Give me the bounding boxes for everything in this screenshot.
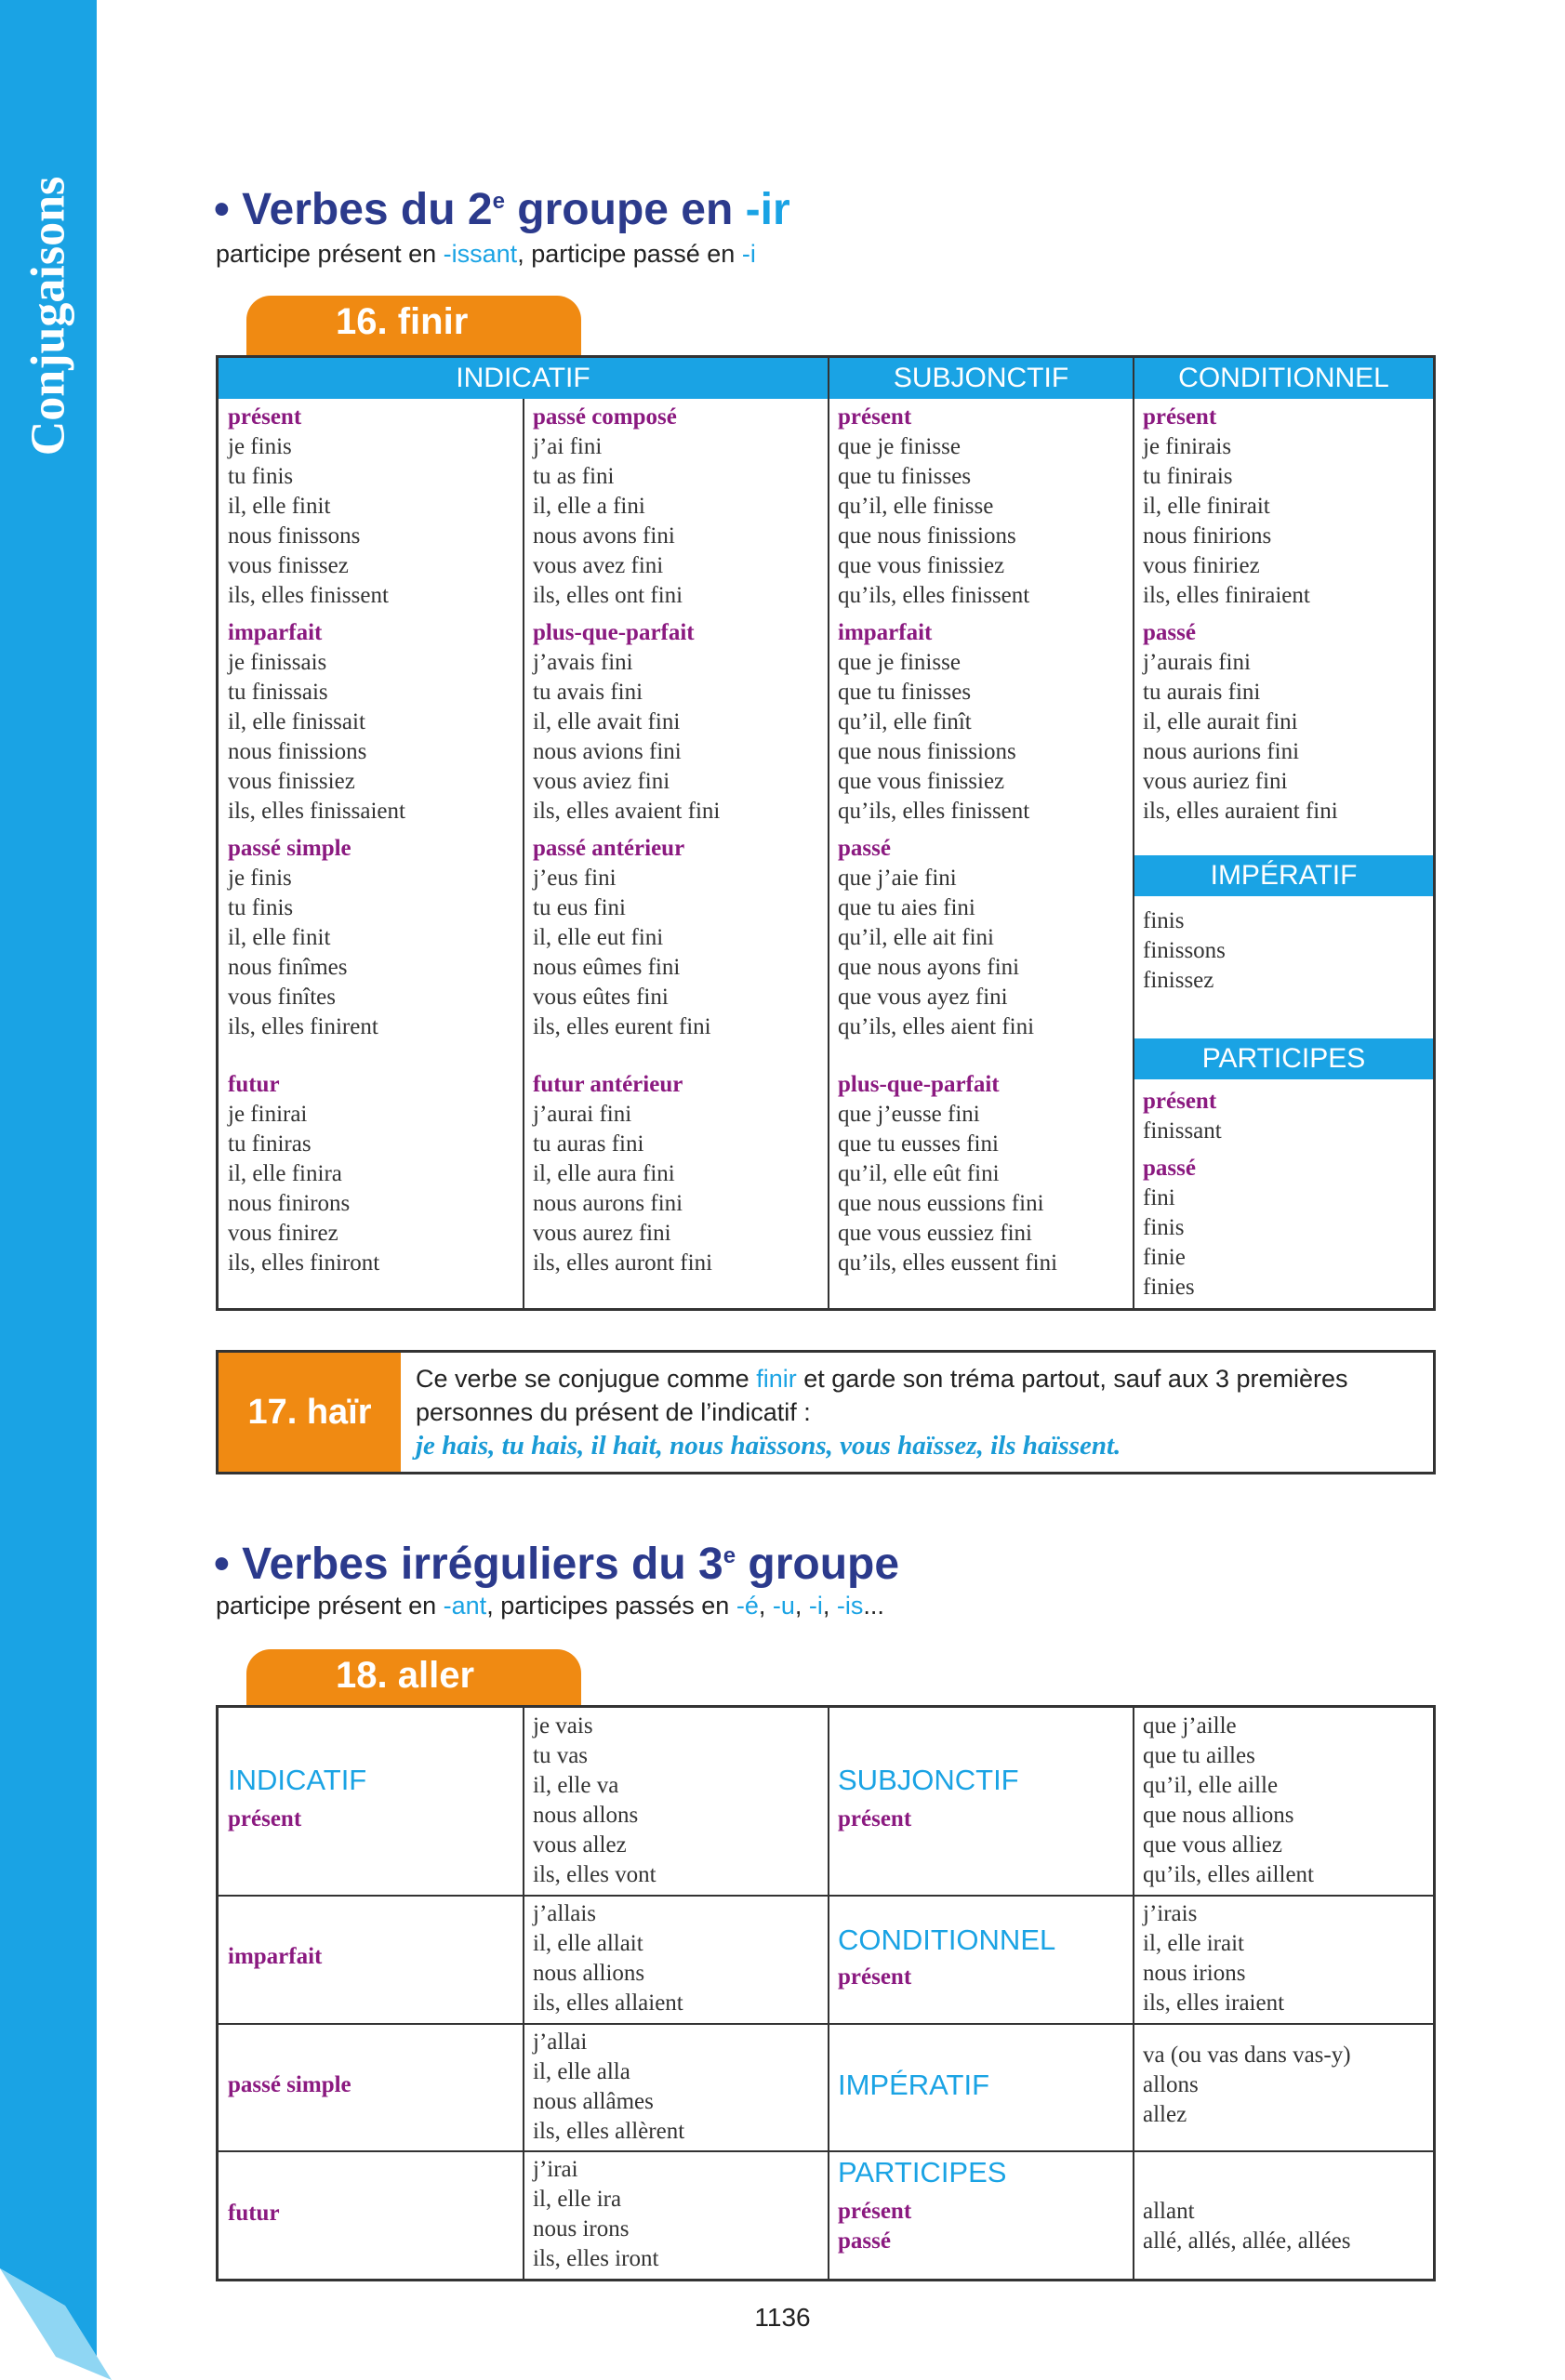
conjugation-form: tu avais fini <box>533 680 643 705</box>
conjugation-form: je vais <box>533 1713 593 1739</box>
aller-participe-present: allant <box>1143 2199 1195 2224</box>
conjugation-form: nous avons fini <box>533 523 675 549</box>
aller-participe-passe: allé, allés, allée, allées <box>1143 2228 1351 2254</box>
conjugation-form: vous finirez <box>228 1221 338 1246</box>
conjugation-form: qu’il, elle finisse <box>838 494 994 519</box>
tense-label: futur <box>228 1072 280 1097</box>
aller-conditionnel-tense: présent <box>838 1964 912 1990</box>
conjugation-form: il, elle a fini <box>533 494 645 519</box>
conjugation-form: que je finisse <box>838 650 961 675</box>
conjugation-form: ils, elles finissaient <box>228 799 405 824</box>
conjugation-form: ils, elles finiront <box>228 1250 380 1276</box>
conjugation-form: que vous eussiez fini <box>838 1221 1032 1246</box>
aller-present-forms <box>533 1712 657 1890</box>
conjugation-form: que nous eussions fini <box>838 1191 1044 1216</box>
conjugation-form: tu finiras <box>228 1131 312 1157</box>
divider <box>1133 358 1134 1308</box>
conjugation-form: je finissais <box>228 650 327 675</box>
conjugation-form: qu’il, elle finît <box>838 709 972 734</box>
imperatif-form: finissez <box>1143 968 1214 993</box>
conjugation-form: que tu finisses <box>838 680 972 705</box>
verb16-table <box>216 355 1436 1311</box>
conjugation-form: il, elle irait <box>1143 1931 1244 1956</box>
conjugation-form: il, elle allait <box>533 1931 643 1956</box>
divider <box>523 399 524 1308</box>
conjugation-form: ils, elles finirent <box>228 1014 378 1039</box>
tense-label: plus-que-parfait <box>533 620 695 645</box>
aller-subjonctif-header: SUBJONCTIF <box>838 1764 1019 1796</box>
conjugation-form: nous allâmes <box>533 2089 654 2114</box>
divider <box>828 1708 829 2279</box>
conjugation-form: qu’ils, elles aient fini <box>838 1014 1035 1039</box>
participes-col <box>1143 1087 1222 1302</box>
conjugation-form: tu finirais <box>1143 464 1233 489</box>
imperatif-form: finissons <box>1143 938 1226 963</box>
imperatif-form: finis <box>1143 908 1185 933</box>
conjugation-form: j’allai <box>533 2030 588 2055</box>
conjugation-form: il, elle alla <box>533 2059 630 2084</box>
conjugation-form: que tu ailles <box>1143 1743 1255 1768</box>
conjugation-form: nous avions fini <box>533 739 682 764</box>
conjugation-form: j’avais fini <box>533 650 633 675</box>
conjugation-form: que j’aille <box>1143 1713 1237 1739</box>
tense-label: plus-que-parfait <box>838 1072 1000 1097</box>
aller-subjonctif-tense: présent <box>838 1806 912 1831</box>
imperatif-form: allons <box>1143 2072 1199 2097</box>
tense-label: passé composé <box>533 404 677 430</box>
divider <box>523 1708 524 2279</box>
aller-conditionnel-forms <box>1143 1899 1284 2018</box>
side-label <box>0 0 97 669</box>
conjugation-form: vous avez fini <box>533 553 664 578</box>
indicatif-col-simple <box>228 403 405 1278</box>
conjugation-form: que nous allions <box>1143 1803 1294 1828</box>
tense-label: passé <box>1143 620 1196 645</box>
tense-label: présent <box>1143 404 1217 430</box>
conjugation-form: il, elle finit <box>228 494 331 519</box>
conjugation-form: que vous finissiez <box>838 769 1005 794</box>
conjugation-form: vous finissez <box>228 553 349 578</box>
participe-passe-form: fini <box>1143 1185 1175 1210</box>
indicatif-header: INDICATIF <box>219 358 828 399</box>
conjugation-form: il, elle eut fini <box>533 925 664 950</box>
aller-passe-simple-forms <box>533 2028 684 2147</box>
conjugation-form: ils, elles eurent fini <box>533 1014 711 1039</box>
tense-label: imparfait <box>228 620 323 645</box>
conjugation-form: qu’il, elle ait fini <box>838 925 995 950</box>
participe-passe-label: passé <box>1143 1156 1196 1181</box>
conjugation-form: nous allons <box>533 1803 639 1828</box>
conditionnel-col <box>1143 403 1338 826</box>
side-label-text: Conjugaisons <box>21 176 75 456</box>
conjugation-form: tu eus fini <box>533 895 626 920</box>
conjugation-form: qu’ils, elles finissent <box>838 799 1030 824</box>
conjugation-form: je finis <box>228 866 292 891</box>
conjugation-form: nous allions <box>533 1961 645 1986</box>
conjugation-form: que nous finissions <box>838 523 1016 549</box>
section2-title: • Verbes irréguliers du 3e groupe <box>214 1540 900 1589</box>
participe-passe-form: finies <box>1143 1275 1195 1300</box>
tense-label: présent <box>228 404 302 430</box>
verb17-text: Ce verbe se conjugue comme finir et garde son tréma partout, sauf aux 3 premières personnes du présent de l’indicatif : je hais, tu hais, il hait, nous haïssons, vous haïssez, ils haïssent. <box>416 1365 1348 1461</box>
subjonctif-header: SUBJONCTIF <box>829 358 1133 399</box>
aller-imperatif-header: IMPÉRATIF <box>838 2069 990 2101</box>
aller-participe-present-label: présent <box>838 2199 912 2224</box>
conjugation-form: que nous ayons fini <box>838 955 1020 980</box>
aller-imperatif-forms <box>1143 2041 1351 2130</box>
conjugation-form: nous finissions <box>228 739 367 764</box>
conjugation-form: j’aurais fini <box>1143 650 1251 675</box>
conjugation-form: que je finisse <box>838 434 961 459</box>
conjugation-form: j’eus fini <box>533 866 617 891</box>
conjugation-form: que j’eusse fini <box>838 1102 980 1127</box>
imperatif-form: allez <box>1143 2102 1187 2127</box>
verb18-tab: 18. aller <box>246 1649 581 1711</box>
aller-tense-present: présent <box>228 1806 302 1831</box>
conjugation-form: ils, elles iront <box>533 2246 659 2271</box>
conjugation-form: j’irai <box>533 2157 578 2182</box>
conjugation-form: nous finissons <box>228 523 361 549</box>
conjugation-form: j’allais <box>533 1901 597 1926</box>
conjugation-form: il, elle va <box>533 1773 619 1798</box>
conjugation-form: tu finissais <box>228 680 328 705</box>
conjugation-form: qu’ils, elles eussent fini <box>838 1250 1058 1276</box>
conjugation-form: vous allez <box>533 1832 627 1858</box>
conjugation-form: que tu finisses <box>838 464 972 489</box>
aller-indicatif-header: INDICATIF <box>228 1764 367 1796</box>
conjugation-form: il, elle finissait <box>228 709 365 734</box>
participe-passe-form: finis <box>1143 1215 1185 1240</box>
aller-subjonctif-forms <box>1143 1712 1314 1890</box>
aller-conditionnel-header: CONDITIONNEL <box>838 1924 1056 1956</box>
conjugation-form: nous irions <box>1143 1961 1246 1986</box>
aller-futur-forms <box>533 2155 658 2274</box>
conjugation-form: il, elle ira <box>533 2187 622 2212</box>
conjugation-form: il, elle aurait fini <box>1143 709 1298 734</box>
imperatif-form: va (ou vas dans vas-y) <box>1143 2043 1351 2068</box>
tense-label: passé simple <box>228 836 351 861</box>
tense-label: présent <box>838 404 912 430</box>
conjugation-form: il, elle finirait <box>1143 494 1270 519</box>
participe-present-label: présent <box>1143 1089 1217 1114</box>
conjugation-form: ils, elles vont <box>533 1862 657 1887</box>
conjugation-form: qu’il, elle aille <box>1143 1773 1279 1798</box>
verb17-example: je hais, tu hais, il hait, nous haïssons, vous haïssez, ils haïssent. <box>416 1431 1121 1461</box>
section1-title: • Verbes du 2e groupe en -ir <box>214 185 790 234</box>
tense-label: futur antérieur <box>533 1072 683 1097</box>
conjugation-form: ils, elles avaient fini <box>533 799 721 824</box>
conjugation-form: ils, elles finiraient <box>1143 583 1310 608</box>
conjugation-form: nous eûmes fini <box>533 955 681 980</box>
verb18-table <box>216 1705 1436 2281</box>
aller-participes-forms <box>1143 2197 1351 2256</box>
conjugation-form: il, elle finit <box>228 925 331 950</box>
imperatif-forms <box>1143 906 1226 996</box>
verb17-label: 17. haïr <box>219 1353 401 1472</box>
conjugation-form: je finirai <box>228 1102 308 1127</box>
participes-header: PARTICIPES <box>1134 1038 1433 1079</box>
conjugation-form: qu’ils, elles aillent <box>1143 1862 1314 1887</box>
conjugation-form: ils, elles ont fini <box>533 583 683 608</box>
conjugation-form: que j’aie fini <box>838 866 957 891</box>
conjugation-form: il, elle avait fini <box>533 709 681 734</box>
conjugation-form: que tu eusses fini <box>838 1131 999 1157</box>
participe-passe-form: finie <box>1143 1245 1186 1270</box>
participe-present-form: finissant <box>1143 1118 1222 1144</box>
conjugation-form: j’aurai fini <box>533 1102 632 1127</box>
conjugation-form: vous finissiez <box>228 769 355 794</box>
conjugation-form: qu’il, elle eût fini <box>838 1161 1000 1186</box>
conjugation-form: vous aurez fini <box>533 1221 671 1246</box>
indicatif-col-compose <box>533 403 720 1278</box>
conjugation-form: que vous ayez fini <box>838 985 1008 1010</box>
divider <box>828 358 829 1308</box>
conjugation-form: je finirais <box>1143 434 1232 459</box>
conjugation-form: vous finiriez <box>1143 553 1260 578</box>
subjonctif-col <box>838 403 1057 1278</box>
aller-participes-header: PARTICIPES <box>838 2156 1007 2188</box>
conditionnel-header: CONDITIONNEL <box>1134 358 1433 399</box>
conjugation-form: tu aurais fini <box>1143 680 1261 705</box>
conjugation-form: tu finis <box>228 895 294 920</box>
aller-imparfait-forms <box>533 1899 683 2018</box>
conjugation-form: nous finîmes <box>228 955 348 980</box>
conjugation-form: ils, elles finissent <box>228 583 389 608</box>
row-divider <box>219 2150 1433 2152</box>
conjugation-form: vous auriez fini <box>1143 769 1288 794</box>
conjugation-form: nous aurions fini <box>1143 739 1300 764</box>
conjugation-form: ils, elles auraient fini <box>1143 799 1338 824</box>
conjugation-form: j’irais <box>1143 1901 1198 1926</box>
aller-tense-passe-simple: passé simple <box>228 2072 351 2097</box>
imperatif-header: IMPÉRATIF <box>1134 855 1433 896</box>
conjugation-form: nous aurons fini <box>533 1191 683 1216</box>
verb17-box <box>216 1350 1436 1474</box>
aller-participe-passe-label: passé <box>838 2228 891 2254</box>
conjugation-form: tu vas <box>533 1743 589 1768</box>
tense-label: imparfait <box>838 620 933 645</box>
conjugation-form: je finis <box>228 434 292 459</box>
conjugation-form: vous aviez fini <box>533 769 670 794</box>
conjugation-form: que tu aies fini <box>838 895 975 920</box>
conjugation-form: que vous alliez <box>1143 1832 1282 1858</box>
conjugation-form: j’ai fini <box>533 434 603 459</box>
conjugation-form: ils, elles allèrent <box>533 2119 685 2144</box>
conjugation-form: que vous finissiez <box>838 553 1005 578</box>
divider <box>1133 1708 1134 2279</box>
conjugation-form: nous irons <box>533 2216 630 2241</box>
conjugation-form: qu’ils, elles finissent <box>838 583 1030 608</box>
conjugation-form: tu auras fini <box>533 1131 644 1157</box>
conjugation-form: tu finis <box>228 464 294 489</box>
conjugation-form: vous eûtes fini <box>533 985 669 1010</box>
conjugation-form: ils, elles iraient <box>1143 1990 1285 2016</box>
verb16-tab: 16. finir <box>246 296 581 357</box>
conjugation-form: nous finirions <box>1143 523 1272 549</box>
page-number: 1136 <box>754 2303 811 2332</box>
tense-label: passé antérieur <box>533 836 685 861</box>
aller-tense-futur: futur <box>228 2201 280 2226</box>
conjugation-form: vous finîtes <box>228 985 336 1010</box>
conjugation-form: tu as fini <box>533 464 615 489</box>
row-divider <box>219 2023 1433 2025</box>
section1-subtitle: participe présent en -issant, participe passé en -i <box>216 240 756 268</box>
row-divider <box>219 1895 1433 1897</box>
conjugation-form: ils, elles allaient <box>533 1990 683 2016</box>
conjugation-form: nous finirons <box>228 1191 351 1216</box>
conjugation-form: il, elle finira <box>228 1161 342 1186</box>
conjugation-form: il, elle aura fini <box>533 1161 675 1186</box>
conjugation-form: que nous finissions <box>838 739 1016 764</box>
aller-tense-imparfait: imparfait <box>228 1944 323 1969</box>
conjugation-form: ils, elles auront fini <box>533 1250 713 1276</box>
section2-subtitle: participe présent en -ant, participes passés en -é, -u, -i, -is... <box>216 1592 884 1620</box>
tense-label: passé <box>838 836 891 861</box>
